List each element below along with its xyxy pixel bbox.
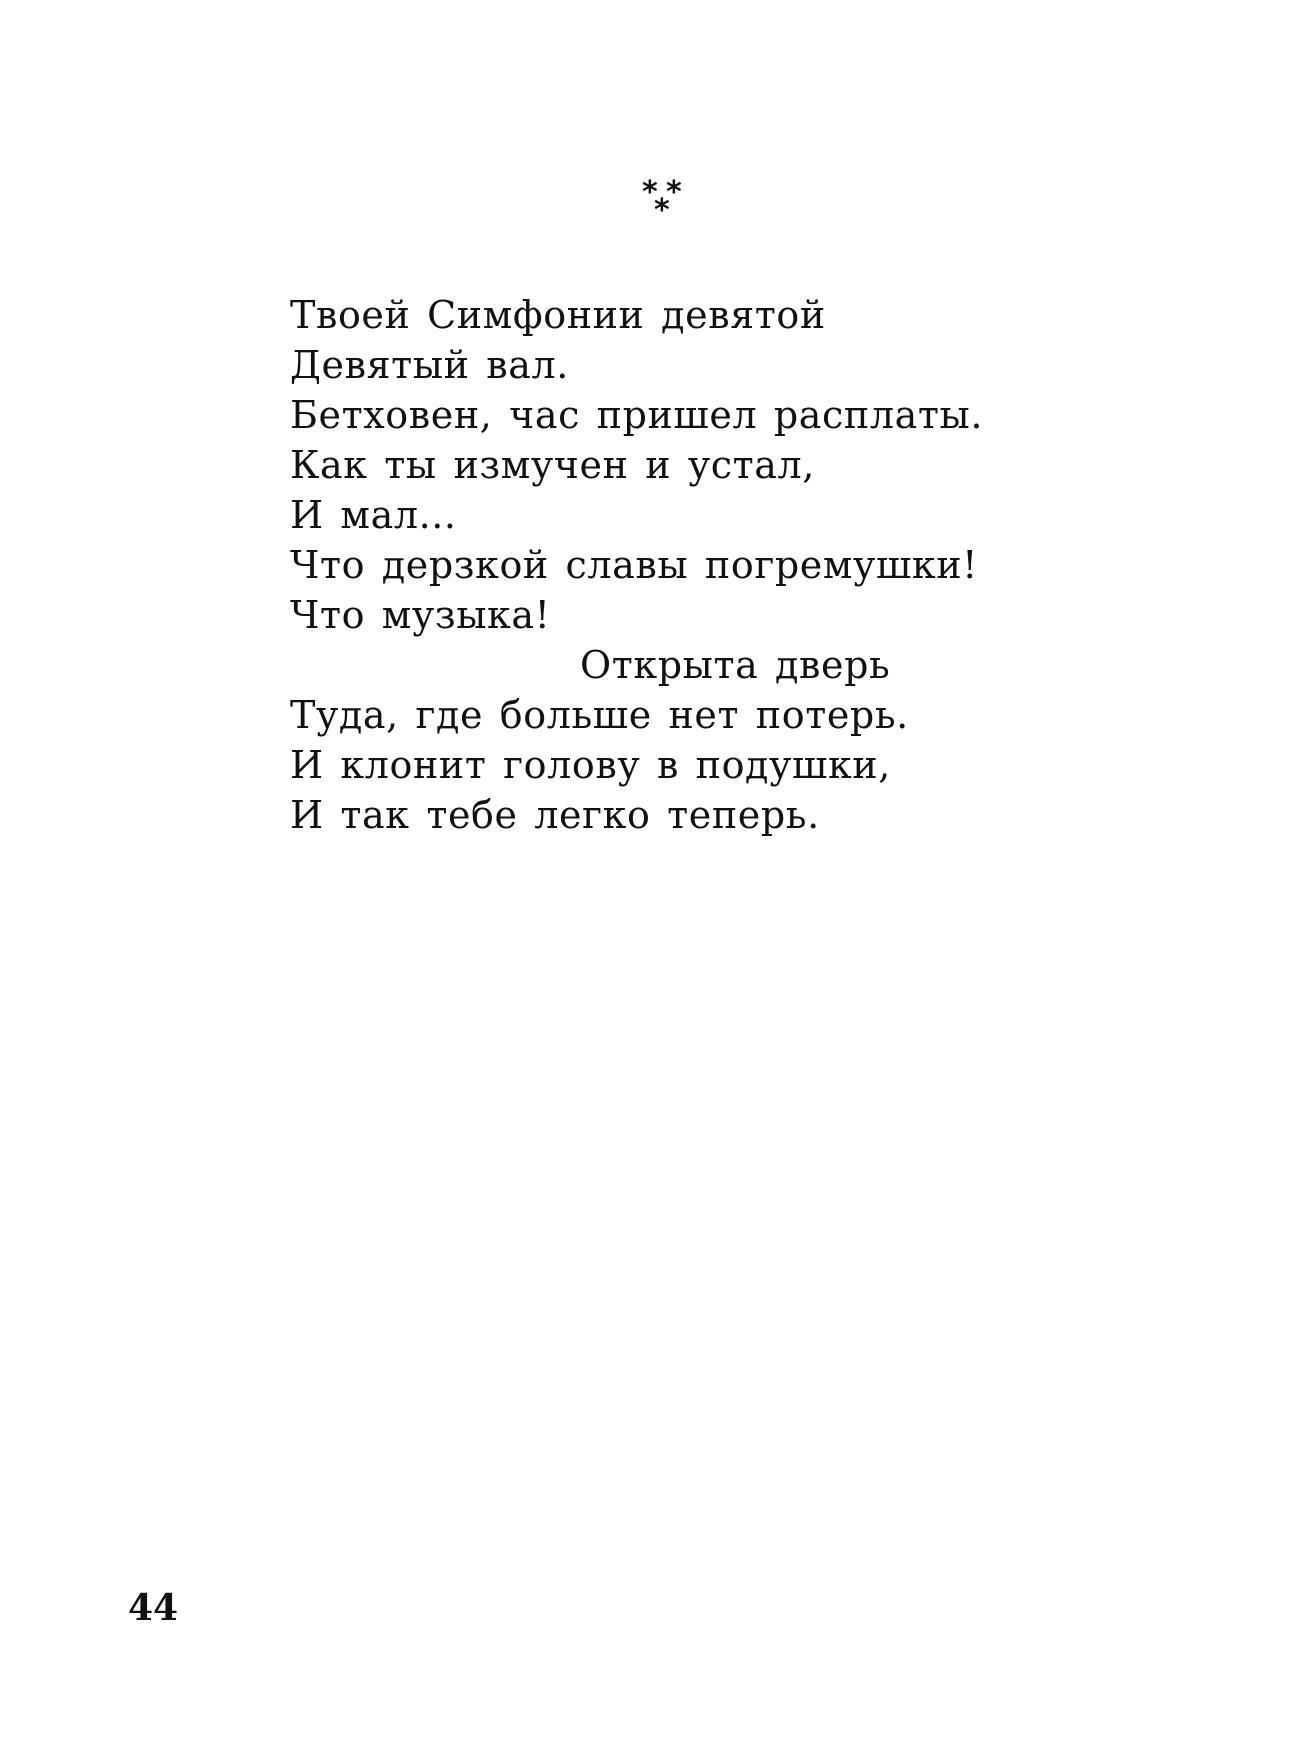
poem-line: Что дерзкой славы погремушки!: [290, 543, 979, 587]
poem-line: И так тебе легко теперь.: [290, 793, 820, 837]
poem-line: Твоей Симфонии девятой: [290, 293, 826, 337]
poem-line: Бетховен, час пришел расплаты.: [290, 393, 983, 437]
section-asterism: [638, 175, 698, 228]
poem-line-indented: Открыта дверь: [580, 643, 891, 687]
asterisk-mark: *: [642, 175, 658, 210]
poem-line: И клонит голову в подушки,: [290, 743, 891, 787]
poem-line: И мал...: [290, 493, 457, 537]
poem-line: Девятый вал.: [290, 343, 569, 387]
page-number: 44: [128, 1587, 179, 1629]
poem-line: Как ты измучен и устал,: [290, 443, 815, 487]
poem-text: [290, 290, 1110, 840]
asterisk-mark: *: [666, 175, 682, 210]
poem-line: Туда, где больше нет потерь.: [290, 693, 909, 737]
asterisk-mark: *: [654, 193, 670, 228]
poem-line: Что музыка!: [290, 593, 551, 637]
